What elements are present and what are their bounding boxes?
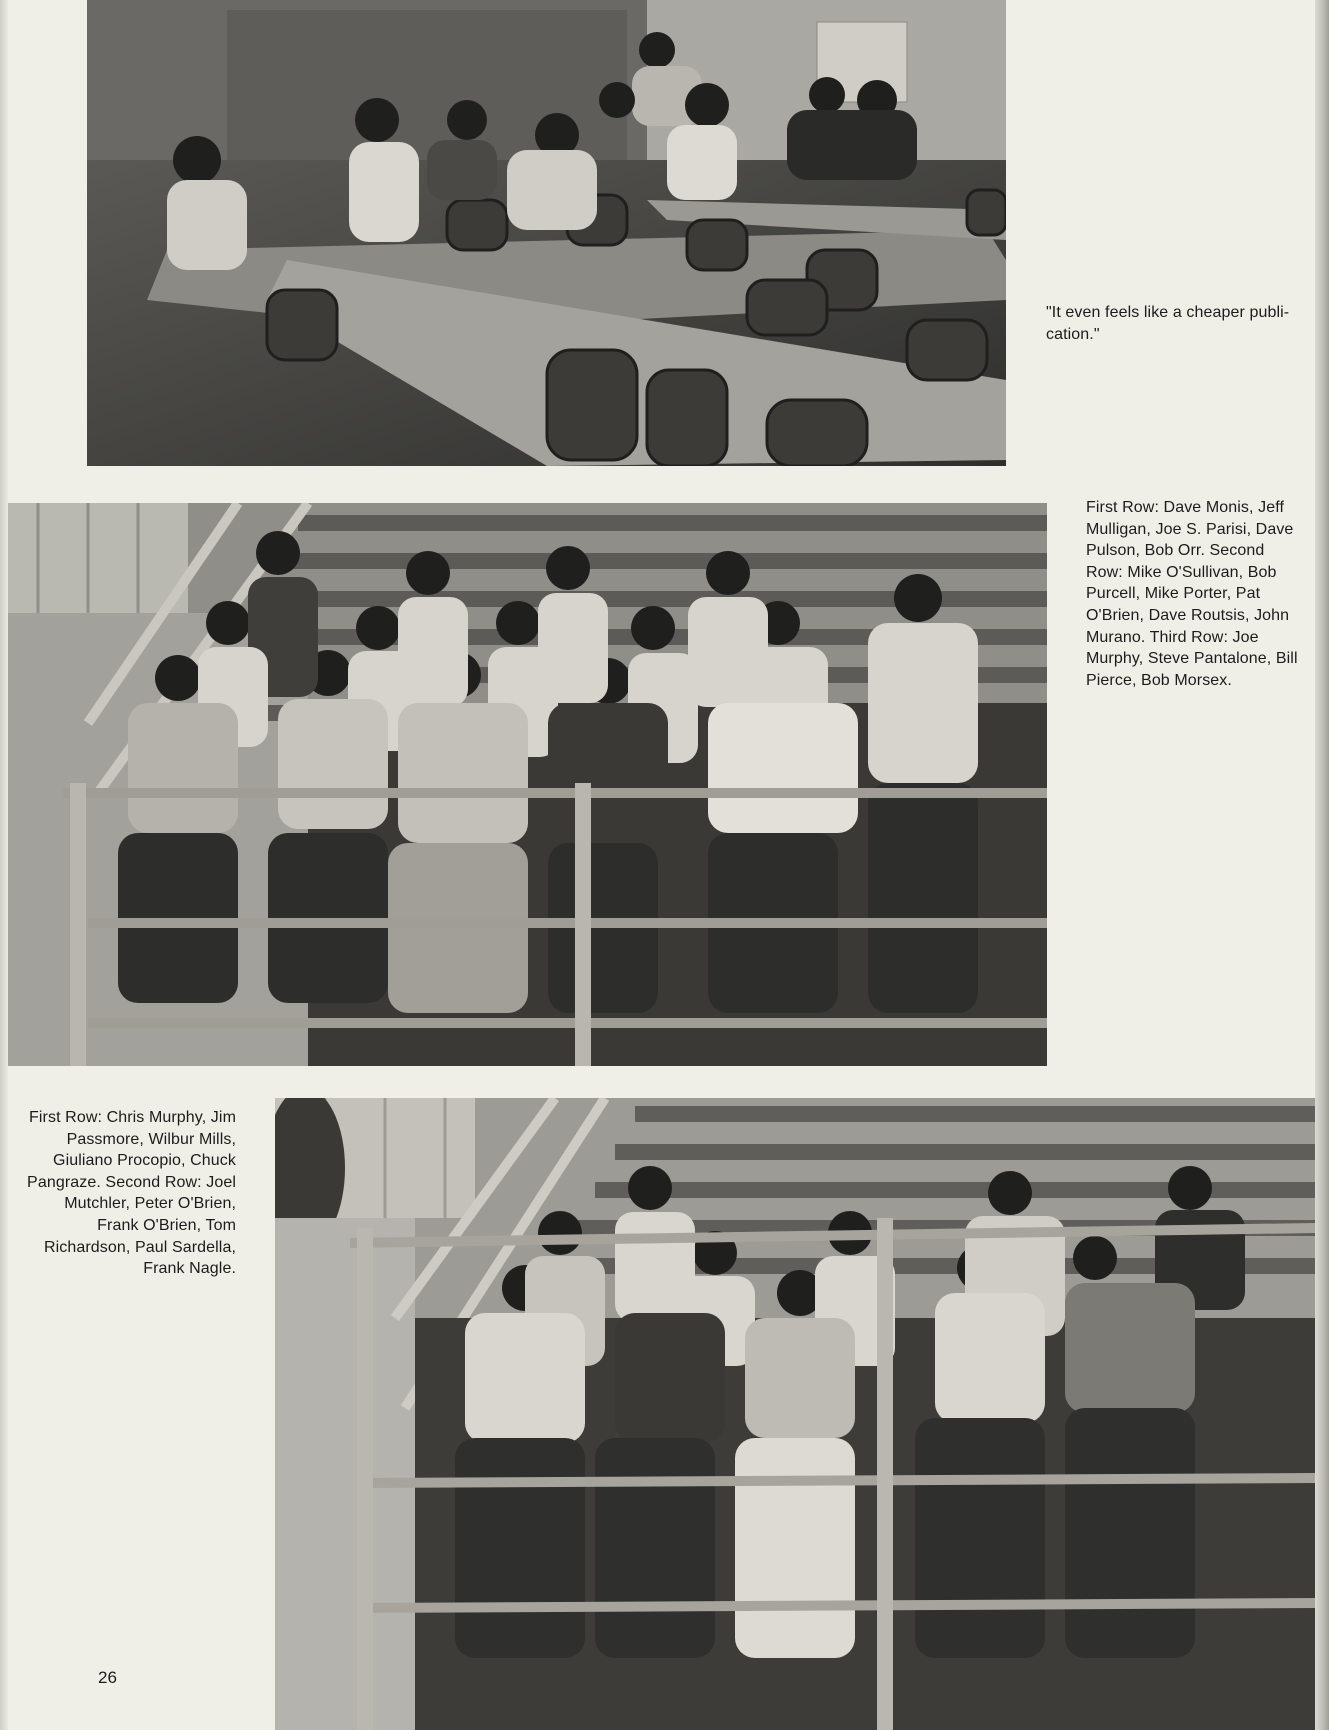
group-photo-2	[275, 1098, 1315, 1730]
group-1-names-caption: First Row: Dave Monis, Jeff Mulligan, Joe S. Parisi, Dave Pulson, Bob Orr. Second Row: Mike O'Sullivan, Bob Purcell, Mike Porter, Pat O'Brien, Dave Routsis, John Murano. Third Row: Joe Murphy, Steve Pantalone, Bill Pierce, Bob Morsex.	[1086, 499, 1298, 689]
page-gutter-edge	[1315, 0, 1329, 1730]
photo-quote-caption: "It even feels like a cheaper publi-cation."	[1046, 304, 1290, 343]
page-number: 26	[98, 1668, 117, 1687]
group-photo-1	[8, 503, 1047, 1066]
page-binding-edge	[0, 0, 8, 1730]
group-2-names-caption: First Row: Chris Murphy, Jim Passmore, Wilbur Mills, Giuliano Procopio, Chuck Pangraze. Second Row: Joel Mutchler, Peter O'Brien, Frank O'Brien, Tom Richardson, Paul Sardella, Frank Nagle.	[27, 1109, 236, 1278]
cafeteria-photo	[87, 0, 1006, 466]
